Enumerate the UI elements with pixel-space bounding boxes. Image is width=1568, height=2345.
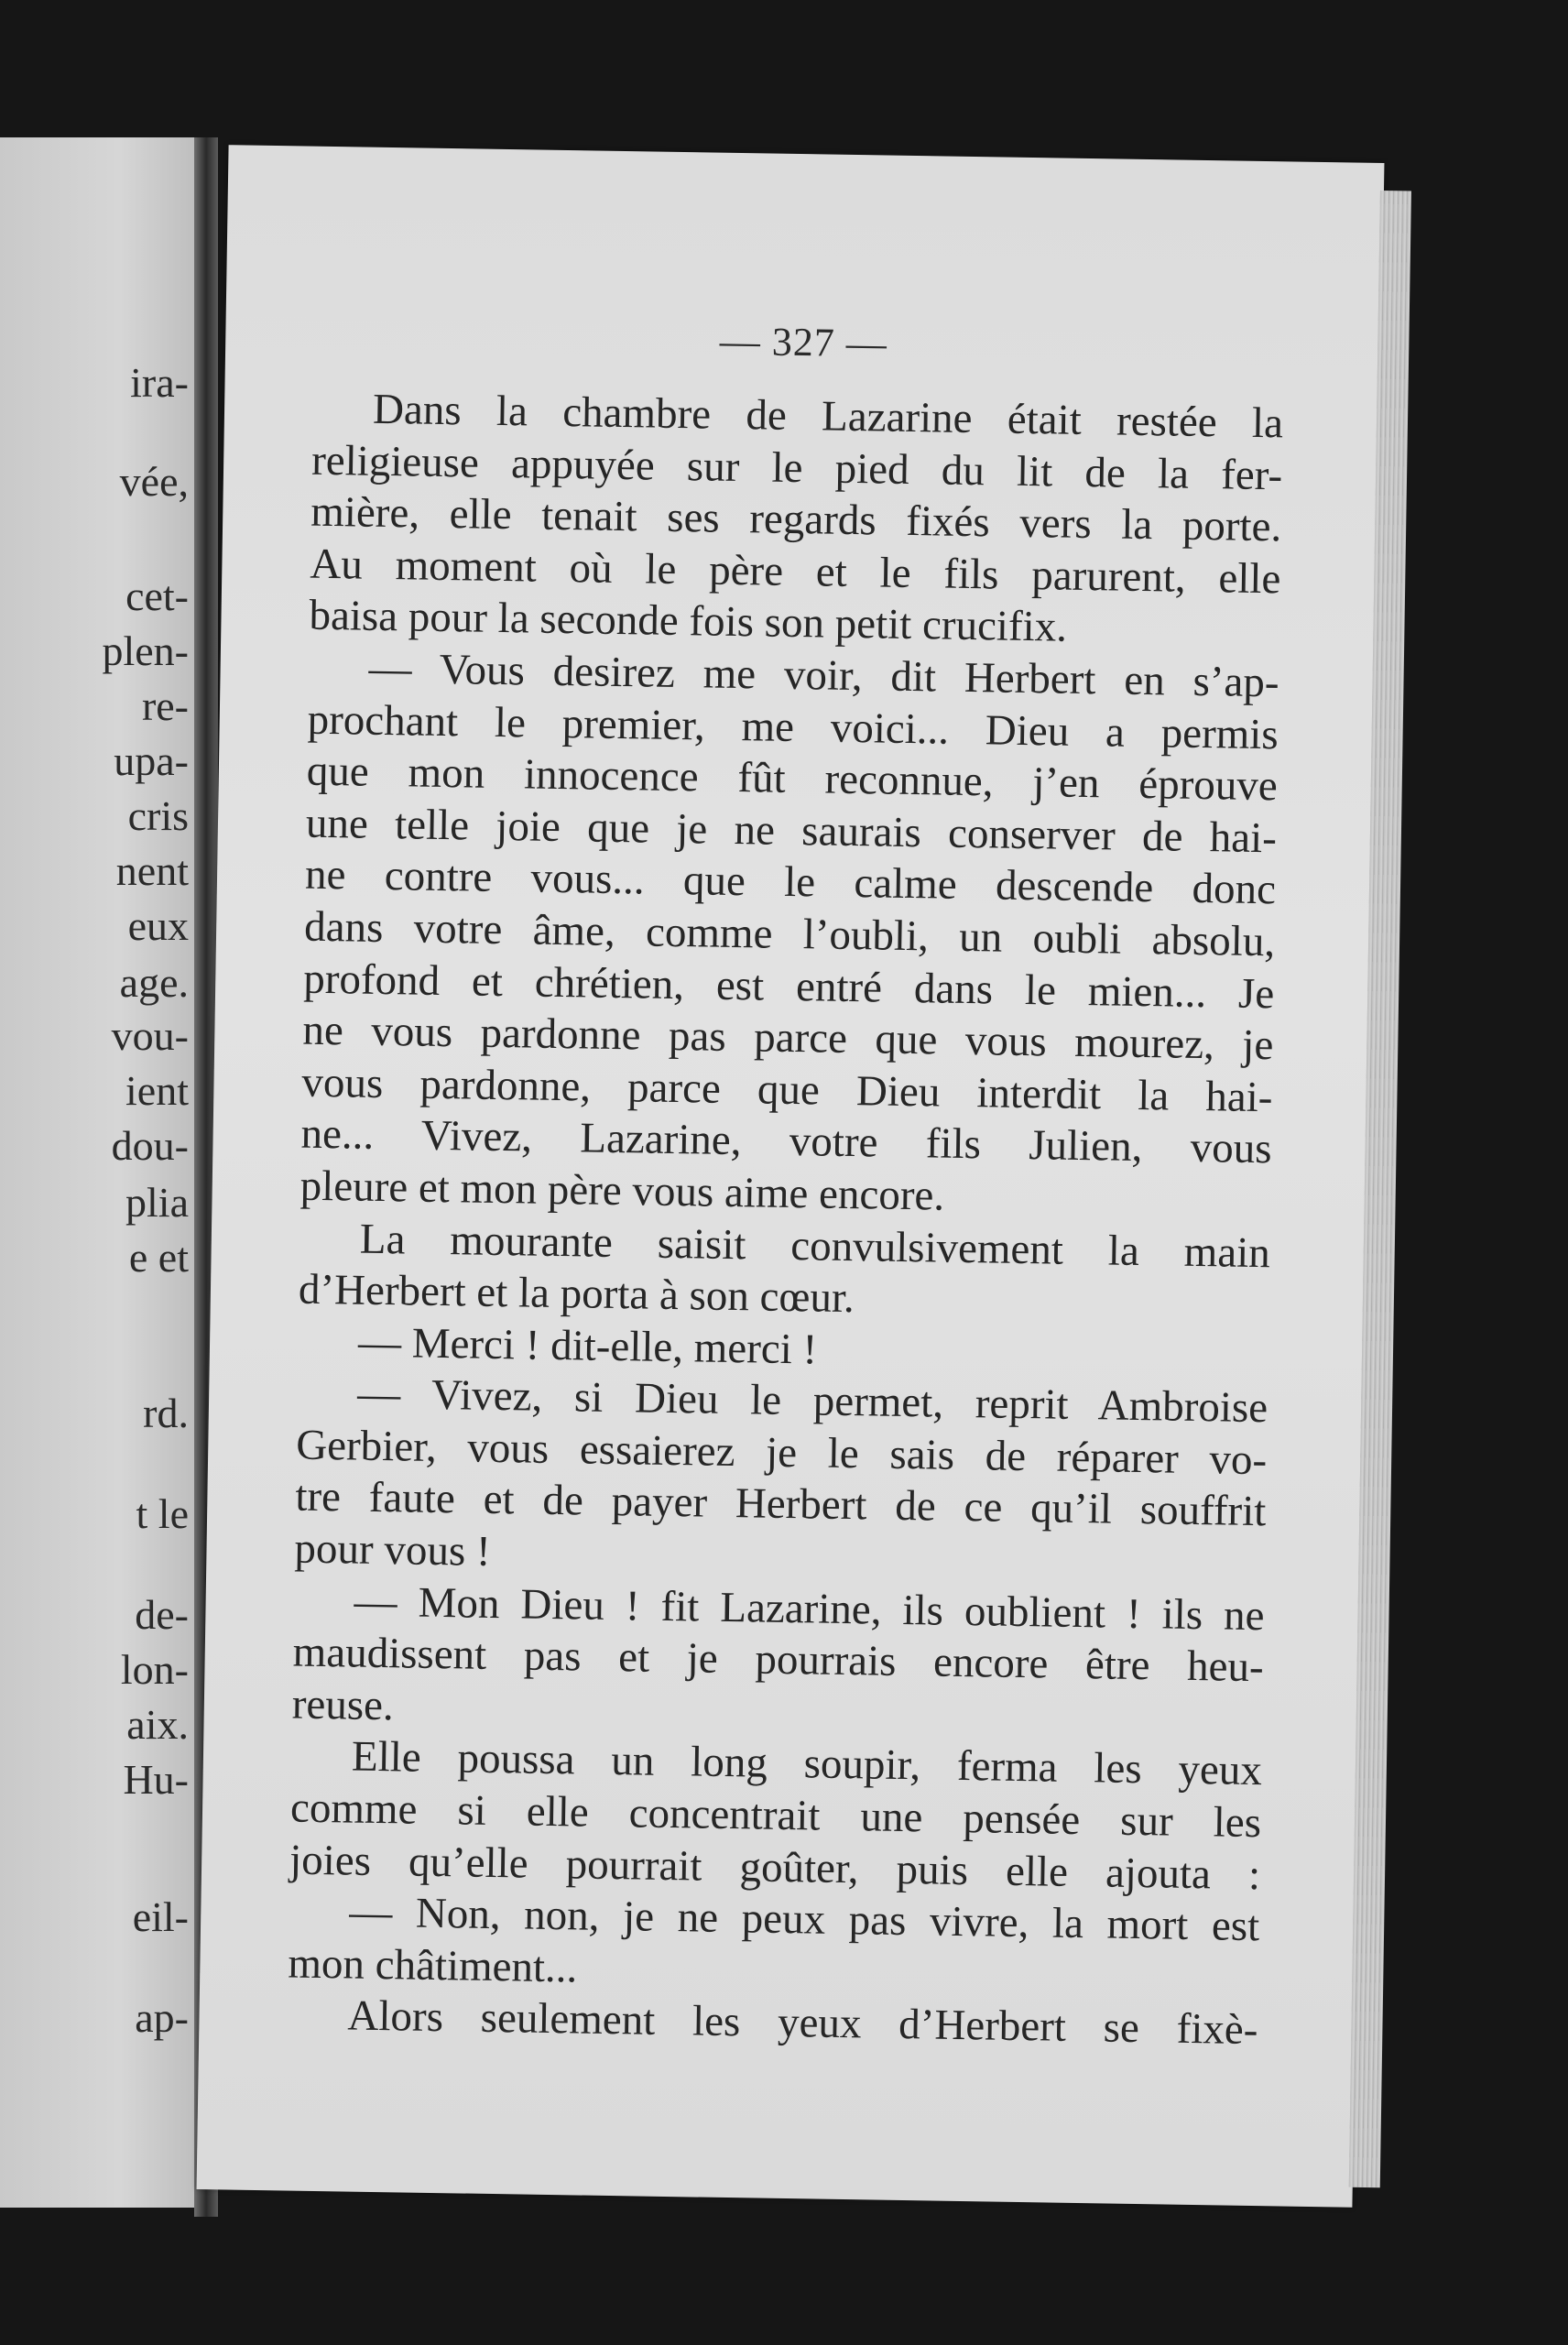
text-line: pour vous ! (294, 1524, 492, 1576)
previous-page-line-fragment: aix. (126, 1701, 189, 1748)
previous-page-line-fragment: age. (119, 959, 189, 1006)
page-edge-stack (1349, 191, 1411, 2187)
previous-page-line-fragment: vée, (119, 458, 189, 505)
previous-page-line-fragment: e et (128, 1234, 189, 1281)
previous-page-line-fragment: plia (125, 1179, 189, 1226)
text-line: tre faute et de payer Herbert de ce qu’il souffrit (295, 1473, 1267, 1536)
text-line: reuse. (291, 1680, 395, 1730)
text-line: Elle poussa un long soupir, ferma les yeux (351, 1732, 1263, 1795)
text-line: prochant le premier, me voici... Dieu a permis (307, 695, 1279, 758)
text-line: — Vous desirez me voir, dit Herbert en s’ap- (368, 644, 1279, 707)
previous-page-line-fragment: eux (127, 902, 189, 949)
text-line: que mon innocence fût reconnue, j’en éprouve (306, 747, 1279, 811)
previous-page-line-fragment: rd. (143, 1390, 189, 1436)
previous-page-line-fragment: ap- (135, 1994, 189, 2041)
previous-page-line-fragment: cet- (125, 573, 189, 619)
text-line: dans votre âme, comme l’oubli, un oubli absolu, (303, 902, 1276, 966)
previous-page-line-fragment: vou- (111, 1012, 189, 1059)
text-line: — Non, non, je ne peux pas vivre, la mort est (348, 1888, 1260, 1951)
page-body-text (287, 383, 1283, 2056)
previous-page-line-fragment: lon- (120, 1646, 189, 1693)
previous-page-line-fragment: cris (127, 792, 189, 839)
text-line: pleure et mon père vous aime encore. (299, 1162, 945, 1220)
book-page (197, 145, 1385, 2208)
text-line: religieuse appuyée sur le pied du lit de la fer- (310, 436, 1283, 499)
text-line: d’Herbert et la porta à son cœur. (298, 1265, 855, 1323)
text-line: mière, elle tenait ses regards fixés vers la porte. (310, 487, 1282, 551)
text-line: — Vivez, si Dieu le permet, reprit Ambroise (356, 1369, 1269, 1433)
text-line: mon châtiment... (288, 1939, 578, 1992)
previous-page-line-fragment: Hu- (123, 1756, 189, 1803)
previous-page-line-fragment: dou- (111, 1122, 189, 1169)
text-line: ne... Vivez, Lazarine, votre fils Julien, vous (300, 1109, 1272, 1173)
previous-page-line-fragment: plen- (102, 627, 189, 674)
text-line: La mourante saisit convulsivement la main (359, 1215, 1271, 1277)
text-line: profond et chrétien, est entré dans le mien... Je (302, 954, 1275, 1018)
previous-page-line-fragment: t le (136, 1490, 189, 1537)
text-line: comme si elle concentrait une pensée sur les (289, 1783, 1262, 1848)
previous-page-line-fragment: upa- (114, 737, 189, 784)
text-line: ne vous pardonne pas parce que vous mourez, je (302, 1006, 1274, 1070)
previous-page-line-fragment: de- (135, 1591, 189, 1638)
previous-page-line-fragment: ira- (130, 359, 189, 406)
text-line: ne contre vous... que le calme descende donc (304, 850, 1277, 914)
text-line: maudissent pas et je pourrais encore être heu- (292, 1628, 1265, 1692)
text-line: une telle joie que je ne saurais conserver de hai- (305, 799, 1278, 863)
text-line: Gerbier, vous essaierez je le sais de réparer vo- (295, 1421, 1268, 1485)
text-line: Dans la chambre de Lazarine était restée la (372, 385, 1284, 448)
previous-page-line-fragment: ient (125, 1067, 189, 1114)
text-line: — Mon Dieu ! fit Lazarine, ils oublient ! ils ne (354, 1577, 1265, 1640)
previous-page-line-fragment: nent (115, 847, 189, 894)
text-line: joies qu’elle pourrait goûter, puis elle ajouta : (289, 1836, 1261, 1899)
text-line: — Merci ! dit-elle, merci ! (357, 1318, 818, 1374)
text-line: vous pardonne, parce que Dieu interdit la hai- (301, 1058, 1273, 1121)
text-line: baisa pour la seconde fois son petit crucifix. (309, 592, 1068, 652)
page-number: — 327 — (719, 318, 888, 366)
previous-page-strip (0, 137, 200, 2208)
text-line: Alors seulement les yeux d’Herbert se fixè- (347, 1991, 1258, 2055)
previous-page-line-fragment: eil- (132, 1893, 189, 1940)
text-line: Au moment où le père et le fils parurent, elle (310, 540, 1281, 604)
previous-page-line-fragment: re- (141, 682, 189, 729)
